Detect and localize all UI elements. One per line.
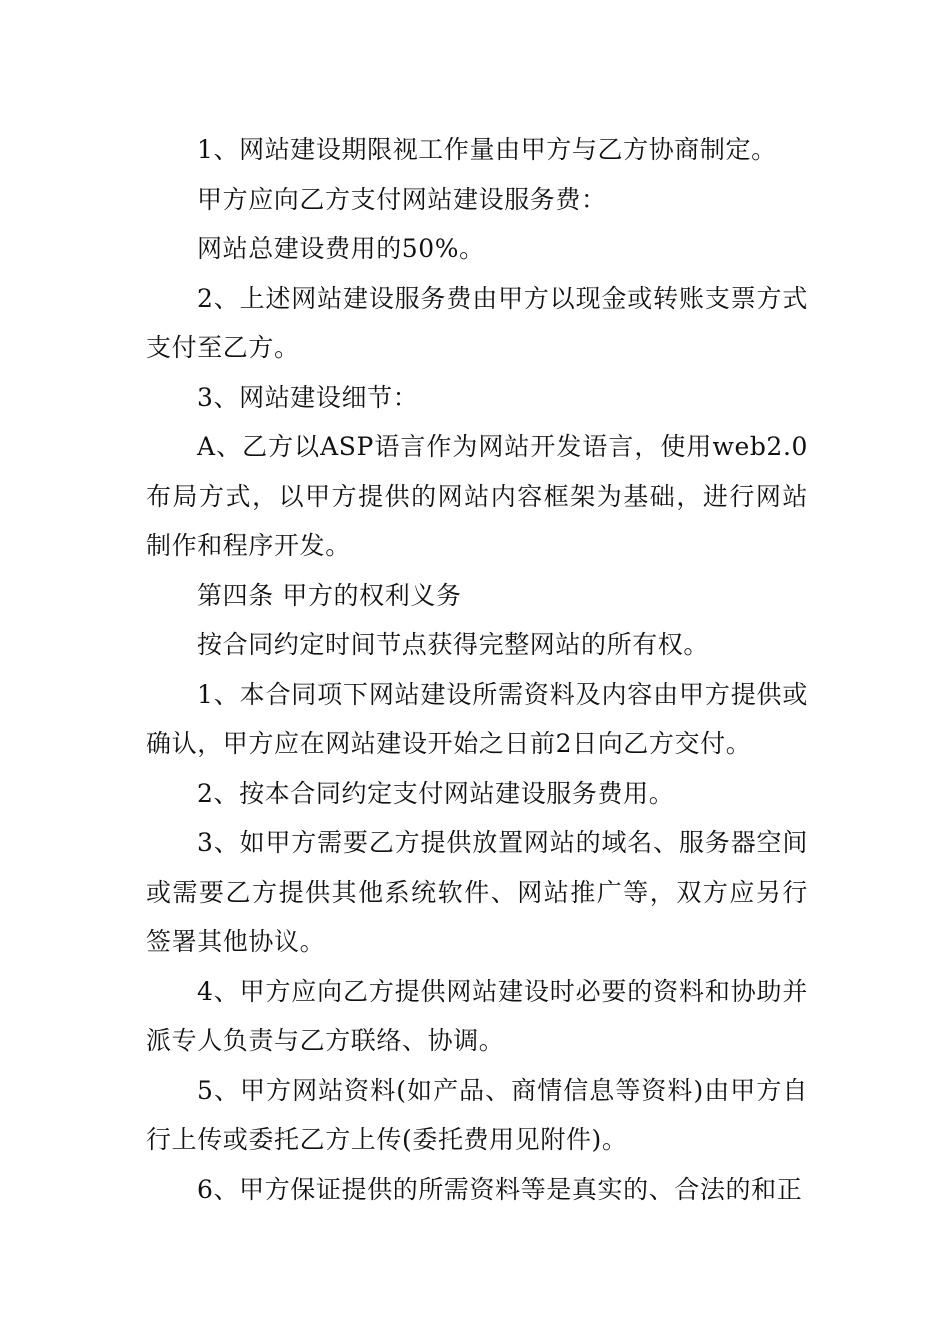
paragraph-14: 6、甲方保证提供的所需资料等是真实的、合法的和正 [197,1174,803,1204]
section-heading: 第四条 甲方的权利义务 [197,580,462,610]
paragraph-8: 按合同约定时间节点获得完整网站的所有权。 [197,630,710,659]
paragraph-9: 1、本合同项下网站建设所需资料及内容由甲方提供或确认，甲方应在网站建设开始之日前2日向乙方交付。 [146,679,808,758]
paragraph-13: 5、甲方网站资料(如产品、商情信息等资料)由甲方自行上传或委托乙方上传(委托费用见附件)。 [146,1075,808,1154]
document-page [146,125,808,1214]
paragraph-11: 3、如甲方需要乙方提供放置网站的域名、服务器空间或需要乙方提供其他系统软件、网站推广等，双方应另行签署其他协议。 [146,828,808,956]
paragraph-10: 2、按本合同约定支付网站建设服务费用。 [197,778,675,808]
paragraph-4: 2、上述网站建设服务费由甲方以现金或转账支票方式支付至乙方。 [146,283,808,362]
paragraph-2: 甲方应向乙方支付网站建设服务费： [197,184,607,214]
paragraph-1: 1、网站建设期限视工作量由甲方与乙方协商制定。 [197,135,777,164]
paragraph-3: 网站总建设费用的50%。 [197,234,485,263]
paragraph-5: 3、网站建设细节： [197,382,419,412]
paragraph-6: A、乙方以ASP语言作为网站开发语言，使用web2.0布局方式，以甲方提供的网站内容框架为基础，进行网站制作和程序开发。 [146,432,808,560]
paragraph-12: 4、甲方应向乙方提供网站建设时必要的资料和协助并派专人负责与乙方联络、协调。 [146,976,808,1055]
